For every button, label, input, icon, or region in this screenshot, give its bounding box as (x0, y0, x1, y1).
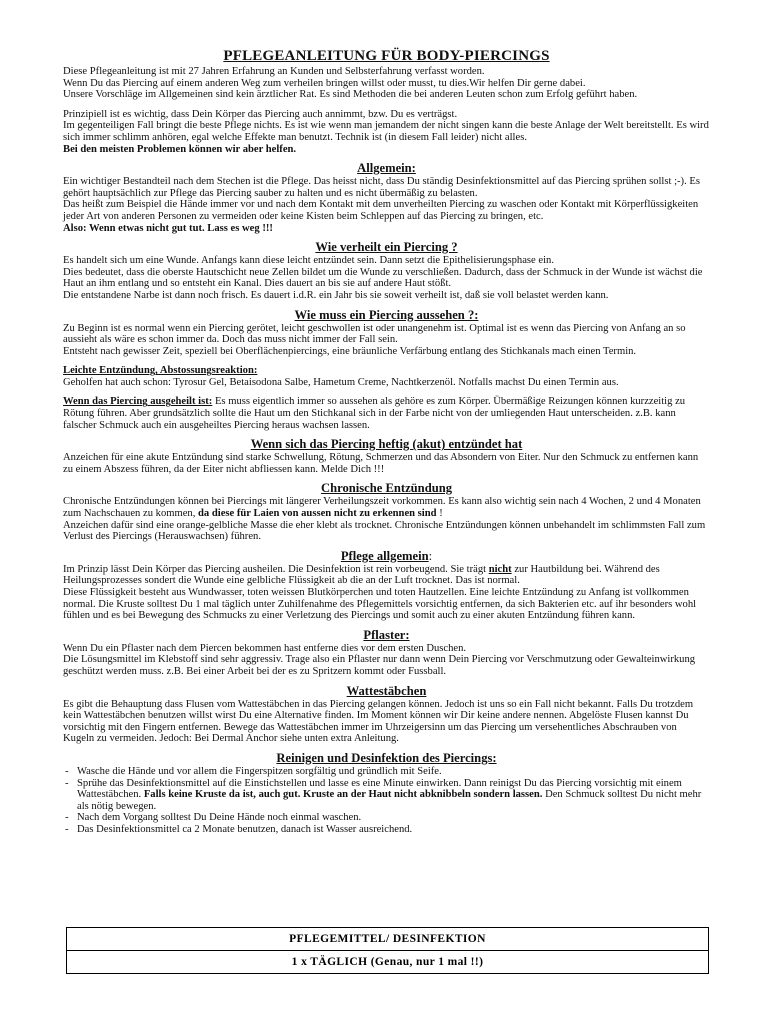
chronisch-p1c: ! (436, 508, 443, 520)
allgemein-p1: Ein wichtiger Bestandteil nach dem Stechen ist die Pflege. Das heisst nicht, dass Du ständig Desinfektionsmittel auf das Piercing sprühen sollst ;-). Es gehört hauptsächlich zur Pflege das Piercing sauber zu halten und es nicht übermäßig zu belasten. (63, 176, 700, 199)
intro-line-1: Diese Pflegeanleitung ist mit 27 Jahren Erfahrung an Kunden und Selbsterfahrung verfasst worden. (63, 66, 485, 77)
reinigen-item-3: - Nach dem Vorgang solltest Du Deine Hände noch einmal waschen. (63, 812, 710, 824)
box-row-frequency: 1 x TÄGLICH (Genau, nur 1 mal !!) (67, 950, 708, 973)
pflege-p1a: Im Prinzip lässt Dein Körper das Piercing ausheilen. Die Desinfektion ist rein vorbeugend. Sie trägt (63, 563, 489, 575)
intro2-line-2: Im gegenteiligen Fall bringt die beste Pflege nichts. Es ist wie wenn man jemandem der nicht singen kann die beste Anlage der Welt bereitstellt. Es wird sich immer schlimm anhören, egal welche Effekte man benutzt. Technik ist (in diesem Fall leider) nicht alles. (63, 120, 709, 143)
heading-pflege (63, 549, 710, 563)
reinigen-list (63, 766, 710, 836)
reinigen-item-2 (63, 778, 710, 813)
allgemein-p3: Also: Wenn etwas nicht gut tut. Lass es weg !!! (63, 222, 273, 234)
chronisch-p2: Anzeichen dafür sind eine orange-gelbliche Masse die eher klebt als trocknet. Chronische Entzündungen können unbehandelt im schlimmsten Fall zum Verlust des Piercings (Herauswachsen) führen. (63, 519, 706, 543)
heading-allgemein: Allgemein: (357, 161, 416, 176)
heading-pflege-suffix: : (428, 548, 433, 563)
reinigen-item-2c: Den Schmuck solltest Du nicht mehr als nötig bewegen. (77, 789, 702, 812)
aussehen-p3: Geholfen hat auch schon: Tyrosur Gel, Betaisodona Salbe, Hametum Creme, Nachtkerzenöl. Notfalls machst Du einen Termin aus. (63, 376, 619, 388)
heading-pflege-text: Pflege allgemein (340, 548, 429, 563)
aussehen-p2: Entsteht nach gewisser Zeit, speziell bei Oberflächenpiercings, eine bräunliche Verfärbung entlang des Stichkanals mach einen Termin. (63, 345, 637, 357)
verheilt-p3: Die entstandene Narbe ist dann noch frisch. Es dauert i.d.R. ein Jahr bis sie soweit verheilt ist, daß sie voll belastet werden kann. (63, 289, 609, 301)
reinigen-item-2b: Falls keine Kruste da ist, auch gut. Kruste an der Haut nicht abknibbeln sondern lassen. (143, 789, 543, 801)
heading-chronisch: Chronische Entzündung (321, 481, 452, 496)
intro-line-2: Wenn Du das Piercing auf einem anderen Weg zum verheilen bringen willst oder musst, tu dies.Wir helfen Dir gerne dabei. (63, 77, 586, 89)
chronisch-p1a: Chronische Entzündungen können bei Piercings mit längerer Verheilungszeit vorkommen. Es kann also wichtig sein nach 4 Wochen, 2 und 4 Monaten zum Nachschauen zu kommen, (63, 496, 701, 520)
reinigen-item-2a: Sprühe das Desinfektionsmittel auf die Einstichstellen und lasse es eine Minute einwirken. Dann reinigst Du das Piercing vorsichtig mit einem Wattestäbchen. (77, 777, 682, 801)
pflaster-p1: Wenn Du ein Pflaster nach dem Piercen bekommen hast entferne dies vor dem ersten Duschen. (63, 642, 467, 654)
aussehen-p4-wrap (63, 396, 710, 431)
aussehen-p4: Es muss eigentlich immer so aussehen als gehöre es zum Körper. Übermäßige Reizungen können kurzzeitig zu Rötung führen. Aber grundsätzlich sollte die Haut um den Stichkanal sich in der Farbe nicht von der umliegenden Haut unterscheiden. z.B. kann falscher Schmuck auch ein ausgeheiltes Piercing heraus wachsen lassen. (63, 396, 686, 431)
pflege-p1 (63, 564, 710, 587)
pflege-p1c: zur Hautbildung bei. Während des Heilungsprozesses sondert die Wunde eine gelbliche Flüssigkeit ab die an der Luft trocknet. Das ist normal. (63, 563, 660, 587)
heading-pflaster: Pflaster: (363, 627, 410, 642)
heading-reinigen: Reinigen und Desinfektion des Piercings: (276, 750, 497, 765)
box-row-title: PFLEGEMITTEL/ DESINFEKTION (289, 933, 486, 945)
heading-aussehen: Wie muss ein Piercing aussehen ?: (294, 307, 479, 322)
intro2-line-1: Prinzipiell ist es wichtig, dass Dein Körper das Piercing auch annimmt, bzw. Du es verträgst. (63, 108, 458, 120)
subheading-leichte-entzuendung: Leichte Entzündung, Abstossungsreaktion: (63, 365, 258, 377)
chronisch-p1 (63, 496, 710, 519)
pflaster-p2: Die Lösungsmittel im Klebstoff sind sehr aggressiv. Trage also ein Pflaster nur dann wenn Dein Piercing vor Verschmutzung oder Gewalteinwirkung geschützt werden muss. z.B. Bei einer Arbeit bei der es zu Spritzern kommt oder Fussball. (63, 654, 696, 677)
aussehen-p1: Zu Beginn ist es normal wenn ein Piercing gerötet, leicht geschwollen ist oder unangenehm ist. Optimal ist es wenn das Piercing von Anfang an so aussieht als wäre es schon immer da. Doch das muss nicht immer der Fall sein. (63, 322, 686, 346)
wattestaebchen-p1: Es gibt die Behauptung dass Flusen vom Wattestäbchen in das Piercing gelangen können. Jedoch ist uns so ein Fall nicht bekannt. Falls Du trotzdem kein Wattestäbchen benutzen willst wirst Du eine Alternative finden. Im Moment können wir Dir keine andere nennen. Abgelöste Flusen kannst Du vorsichtig mit den Fingern entfernen. Bewege das Wattestäbchen immer im Uhrzeigersinn um das Piercing um versehentliches Abschrauben von Kugeln zu vermeiden. Jedoch: Bei Dermal Anchor siehe unten extra Anleitung. (63, 698, 694, 745)
reinigen-item-4: - Das Desinfektionsmittel ca 2 Monate benutzen, danach ist Wasser ausreichend. (63, 824, 710, 836)
heading-wattestaebchen: Wattestäbchen (346, 683, 427, 698)
intro2-bold-line: Bei den meisten Problemen können wir aber helfen. (63, 143, 297, 155)
pflegemittel-box (66, 927, 709, 974)
document-title: PFLEGEANLEITUNG FÜR BODY-PIERCINGS (223, 48, 550, 64)
subheading-ausgeheilt: Wenn das Piercing ausgeheilt ist: (63, 396, 213, 408)
verheilt-p2: Dies bedeutet, dass die oberste Hautschicht neue Zellen bildet um die Wunde zu verschließen. Dadurch, dass der Schmuck in der Wunde ist wächst die Haut an ihm entlang und so entsteht ein Kanal. Dies dauert an bis sie auf andere Haut stößt. (63, 266, 703, 290)
heading-akut: Wenn sich das Piercing heftig (akut) entzündet hat (250, 437, 523, 452)
intro-line-3: Unsere Vorschläge im Allgemeinen sind kein ärztlicher Rat. Es sind Methoden die bei anderen Leuten schon zum Erfolg geführt haben. (63, 89, 638, 101)
verheilt-p1: Es handelt sich um eine Wunde. Anfangs kann diese leicht entzündet sein. Dann setzt die Epithelisierungsphase ein. (63, 255, 554, 267)
reinigen-item-1: - Wasche die Hände und vor allem die Fingerspitzen sorgfältig und gründlich mit Seife. (63, 766, 710, 778)
pflege-p1b: nicht (488, 563, 512, 575)
akut-p1: Anzeichen für eine akute Entzündung sind starke Schwellung, Rötung, Schmerzen und das Absondern von Eiter. Nur den Schmuck zu entfernen kann zu einem Abszess führen, da der Eiter nicht abfliessen kann. Melde Dich !!! (63, 452, 699, 475)
pflege-p2: Diese Flüssigkeit besteht aus Wundwasser, toten weissen Blutkörperchen und toten Hautzellen. Eine leichte Entzündung zu Anfang ist vollkommen normal. Die Kruste solltest Du 1 mal täglich unter Zuhilfenahme des Pflegemittels vorsichtig entfernen, da sich Bakterien etc. auf ihr besonders wohl fühlen und es bei Bewegung des Schmucks zu einer Verletzung des Piercings und somit auch zu einer akuten Entzündung führen kann. (63, 587, 697, 622)
heading-verheilt: Wie verheilt ein Piercing ? (315, 240, 458, 255)
allgemein-p2: Das heißt zum Beispiel die Hände immer vor und nach dem Kontakt mit dem unverheilten Piercing zu waschen oder Kontakt mit Körperflüssigkeiten jeder Art von anderen Personen zu vermeiden oder keine Kisten beim Schleppen auf das Piercing zu bringen, etc. (63, 199, 699, 222)
chronisch-p1b: da diese für Laien von aussen nicht zu erkennen sind (198, 508, 437, 520)
